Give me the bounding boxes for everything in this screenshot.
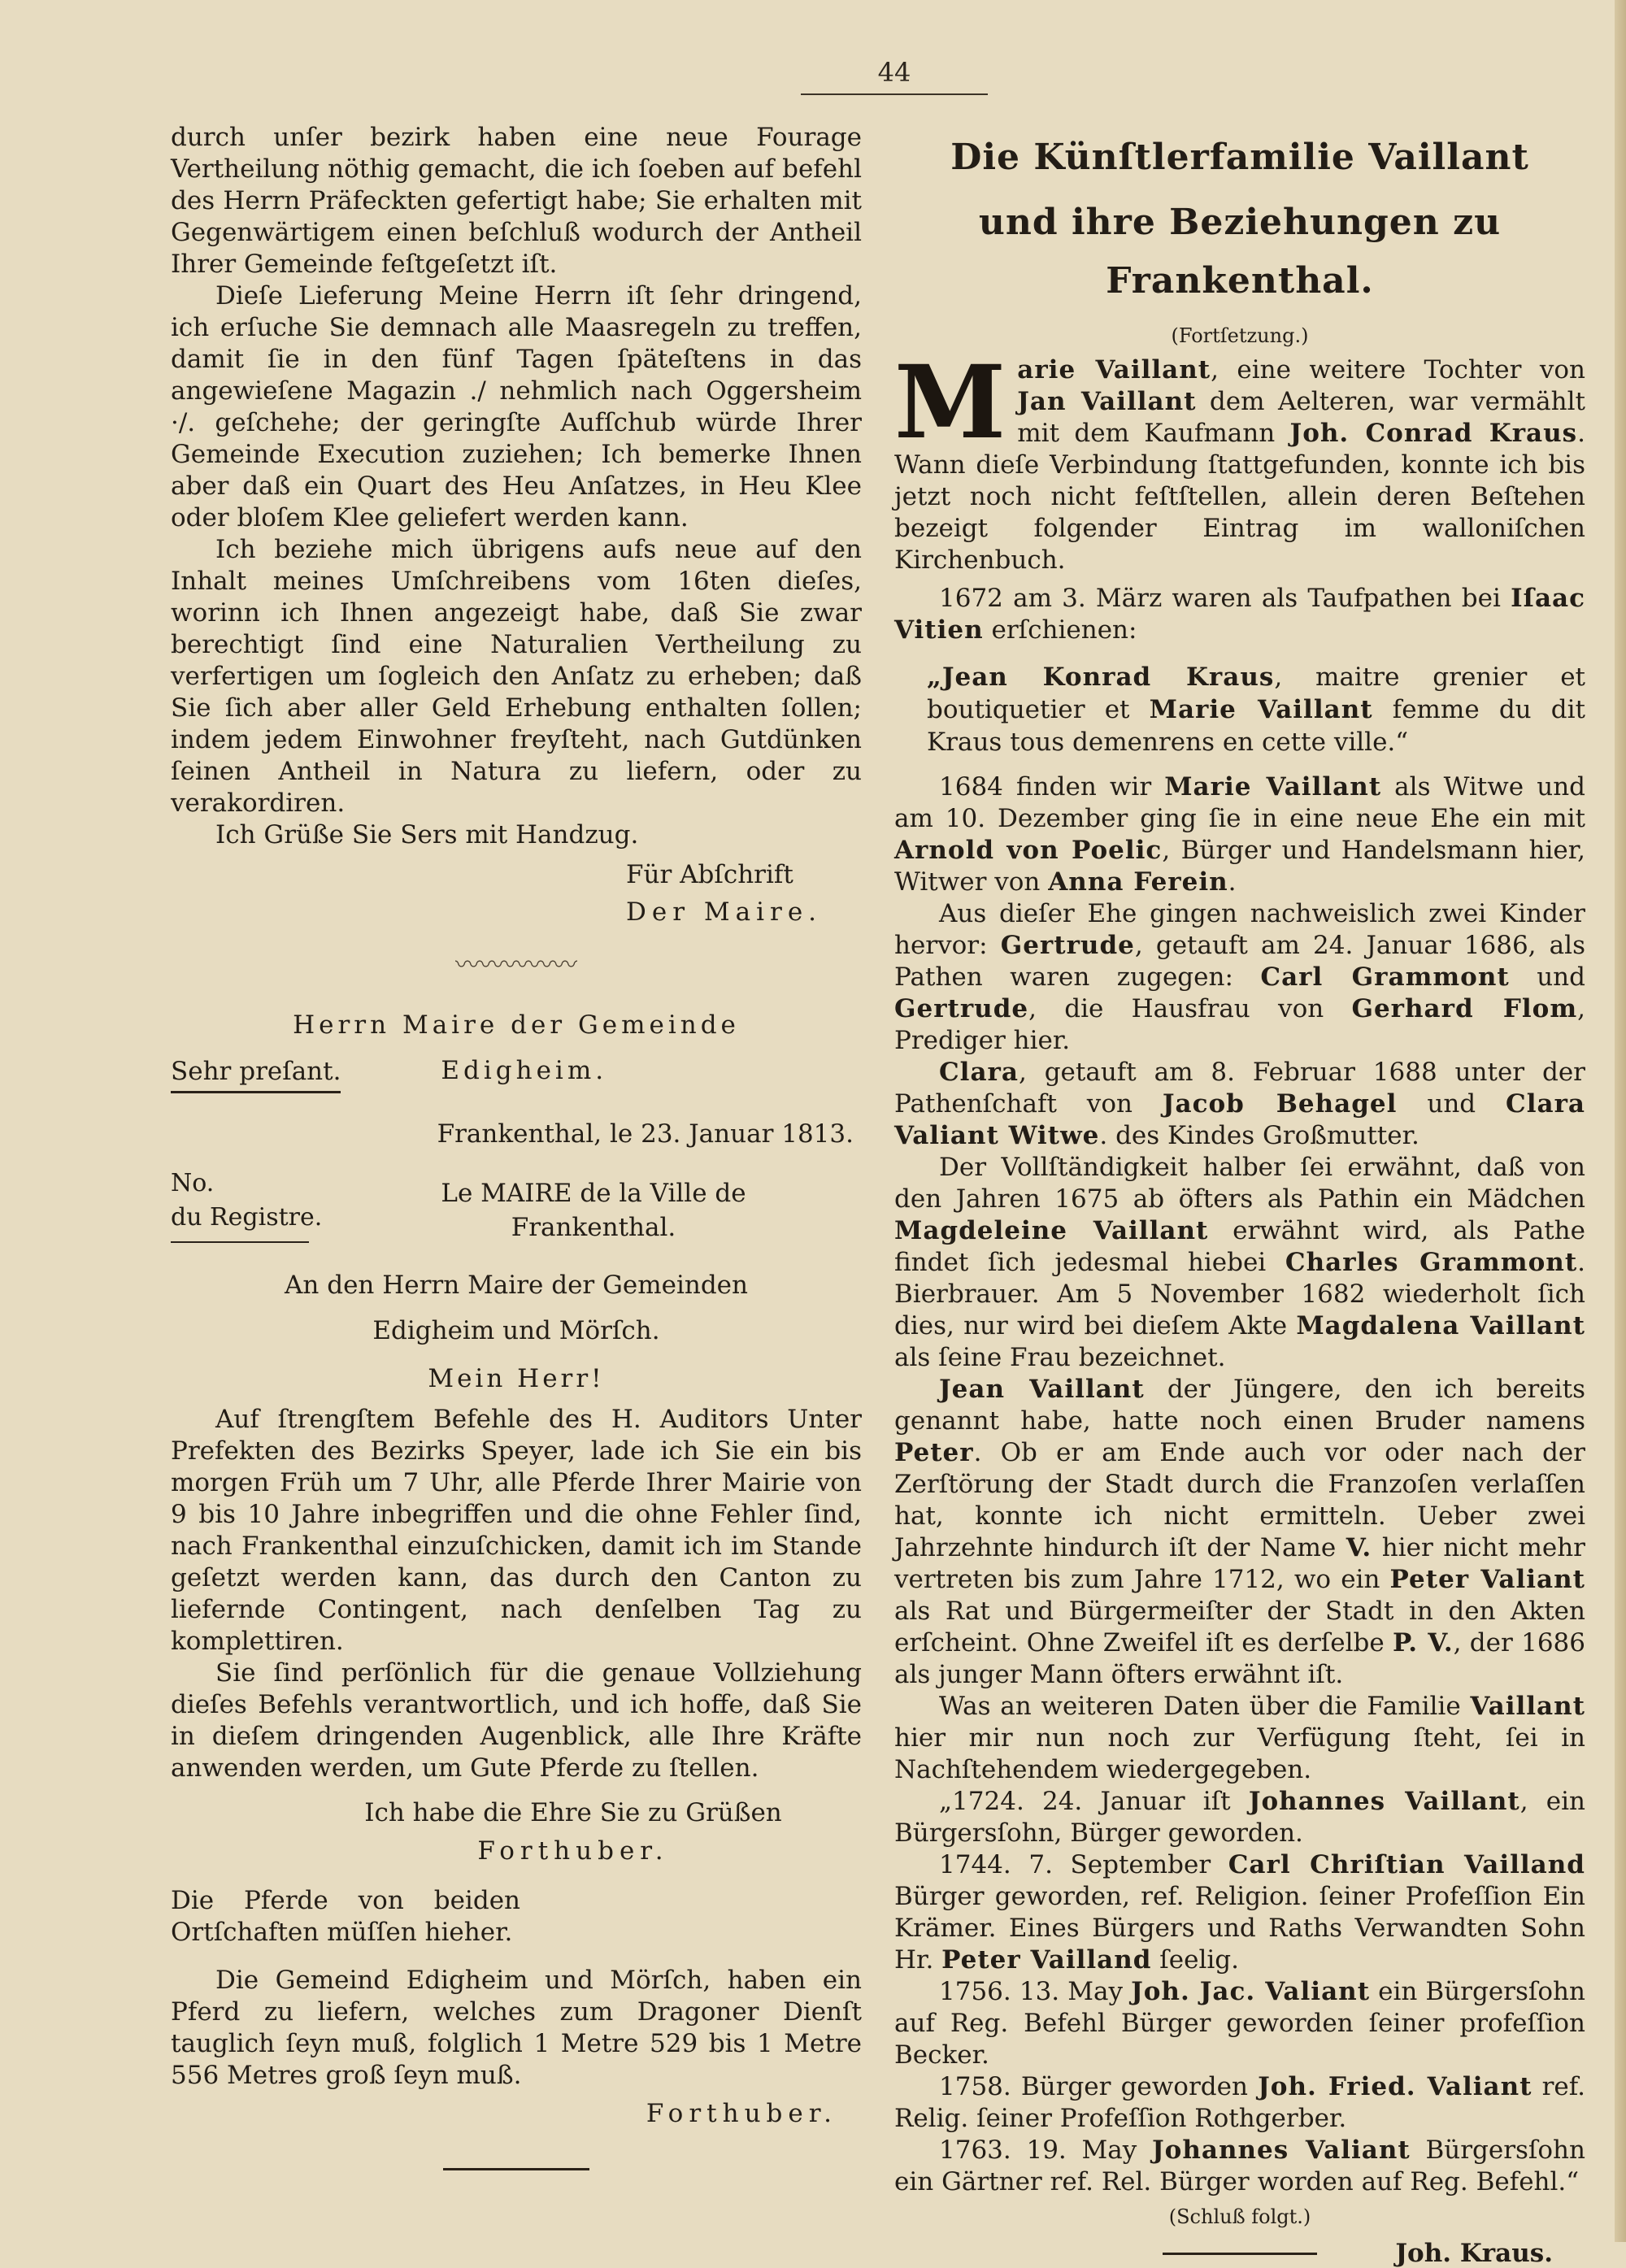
signature-line: Für Abſchrift <box>626 860 793 889</box>
article-title: und ihre Beziehungen zu Frankenthal. <box>978 202 1502 302</box>
page-edge <box>1615 0 1626 2242</box>
letter1-paragraph: Ich Grüße Sie Sers mit Handzug. <box>215 820 639 849</box>
right-column <box>894 122 1585 2268</box>
article-paragraph: Marie Vaillant, eine weitere Tochter von Jan Vaillant dem Aelteren, war vermählt mit dem Kaufmann Joh. Conrad Kraus. Wann dieſe Verbindung ſtattgefunden, konnte ich bis jetzt noch nicht feſtſtellen, allein deren Beſtehen bezeigt folgender Eintrag im walloniſchen Kirchenbuch. <box>894 344 1585 575</box>
record-entry: 1758. Bürger geworden Joh. Fried. Valiant ref. Relig. ſeiner Profeſſion Rothgerber. <box>894 2072 1585 2133</box>
record-entry: 1744. 7. September Carl Chriſtian Vailland Bürger geworden, ref. Religion. ſeiner Profeſſion Ein Krämer. Eines Bürgers und Raths Verwandten Sohn Hr. Peter Vailland ſeelig. <box>894 1850 1585 1975</box>
maire-heading-line: Frankenthal. <box>511 1213 676 1242</box>
article-paragraph: Aus dieſer Ehe gingen nachweislich zwei Kinder hervor: Gertrude, getauft am 24. Januar 1686, als Pathen waren zugegen: Carl Grammont und Gertrude, die Hausfrau von Gerhard Flom, Prediger hier. <box>894 899 1585 1055</box>
continuation-note: (Fortſetzung.) <box>1171 324 1309 347</box>
letter1-paragraph: Ich beziehe mich übrigens aufs neue auf den Inhalt meines Umſchreibens vom 16ten dieſes, worinn ich Ihnen angezeigt habe, daß Sie zwar berechtigt ſind eine Naturalien Vertheilung zu verfertigen um ſogleich den Anſatz zu erheben; daß Sie ſich aber aller Geld Erhebung enthalten ſollen; indem jedem Einwohner freyſteht, nach Gutdünken ſeinen Antheil in Natura zu liefern, oder zu verakordiren. <box>171 535 862 818</box>
article-paragraph: 1684 finden wir Marie Vaillant als Witwe und am 10. Dezember ging ſie in eine neue Ehe ein mit Arnold von Poelic, Bürger und Handelsmann hier, Witwer von Anna Ferein. <box>894 772 1586 897</box>
registre-label <box>171 1167 325 1243</box>
author-rule <box>1163 2253 1317 2255</box>
article-paragraph: 1672 am 3. März waren als Taufpathen bei Iſaac Vitien erſchienen: <box>894 584 1585 645</box>
signature-line: Der Maire. <box>626 897 823 927</box>
letter1-paragraph: durch unſer bezirk haben eine neue Fourage Vertheilung nöthig gemacht, die ich ſoeben auf befehl des Herrn Präfeckten gefertigt habe; Sie erhalten mit Gegenwärtigem einen beſchluß wodurch der Antheil Ihrer Gemeinde feſtgeſetzt iſt. <box>171 123 862 279</box>
article-paragraph: Der Vollſtändigkeit halber ſei erwähnt, daß von den Jahren 1675 ab öfters als Pathin ein Mädchen Magdeleine Vaillant erwähnt wird, als Pathe findet ſich jedesmal hiebei Charles Grammont. Bierbrauer. Am 5 November 1682 wiederholt ſich dies, nur wird bei dieſem Akte Magdalena Vaillant als ſeine Frau bezeichnet. <box>894 1153 1585 1372</box>
article-paragraph: Clara, getauft am 8. Februar 1688 unter der Pathenſchaft von Jacob Behagel und Clara Valiant Witwe. des Kindes Großmutter. <box>894 1058 1586 1150</box>
closing-signature: Forthuber. <box>477 1836 669 1866</box>
author-row <box>894 2239 1585 2268</box>
record-entry: 1763. 19. May Johannes Valiant Bürgersſohn ein Gärtner ref. Rel. Bürger worden auf Reg. Befehl.“ <box>894 2135 1585 2196</box>
registre-rule <box>171 1241 309 1243</box>
addressee-row <box>171 1048 862 1093</box>
registre-no: No. <box>171 1169 215 1197</box>
quoted-entry: „Jean Konrad Kraus, maitre grenier et boutiquetier et Marie Vaillant femme du dit Kraus tous demenrens en cette ville.“ <box>927 663 1586 757</box>
header-rule <box>801 93 988 95</box>
record-entry: „1724. 24. Januar iſt Johannes Vaillant, ein Bürgersſohn, Bürger geworden. <box>894 1787 1585 1848</box>
postscript: Die Gemeind Edigheim und Mörſch, haben ein Pferd zu liefern, welches zum Dragoner Dienſt tauglich ſeyn muß, folglich 1 Metre 529 bis 1 Metre 556 Metres groß ſeyn muß. <box>171 1966 862 2090</box>
to-be-continued-note: (Schluß folgt.) <box>1168 2205 1311 2228</box>
left-column <box>171 122 862 2170</box>
greeting: Mein Herr! <box>428 1364 605 1393</box>
postscript: Die Pferde von beiden Ortſchaften müſſen hieher. <box>171 1886 520 1947</box>
maire-heading <box>325 1167 862 1245</box>
end-rule <box>443 2168 589 2170</box>
registre-text: du Registre. <box>171 1203 323 1232</box>
letter1-signature <box>626 856 862 931</box>
drop-cap: M <box>894 344 1006 462</box>
closing-line: Ich habe die Ehre Sie zu Grüßen <box>364 1798 782 1827</box>
section-divider: 〰〰〰〰〰 <box>455 951 577 980</box>
addressee-place: Edigheim. <box>441 1056 608 1085</box>
urgency-note: Sehr preſant. <box>171 1055 341 1093</box>
article-author: Joh. Kraus. <box>1395 2239 1553 2268</box>
letter2-paragraph: Sie ſind perſönlich für die genaue Vollziehung dieſes Befehls verantwortlich, und ich hoffe, daß Sie in dieſem dringenden Augenblick, alle Ihre Kräfte anwenden werden, um Gute Pferde zu ſtellen. <box>171 1658 862 1783</box>
salutation-line: An den Herrn Maire der Gemeinden <box>285 1271 748 1300</box>
article-paragraph: Jean Vaillant der Jüngere, den ich bereits genannt habe, hatte noch einen Bruder namens Peter. Ob er am Ende auch vor oder nach der Zerſtörung der Stadt durch die Franzoſen verlaſſen hat, konnte ich nicht ermitteln. Ueber zwei Jahrzehnte hindurch iſt der Name V. hier nicht mehr vertreten bis zum Jahre 1712, wo ein Peter Valiant als Rat und Bürgermeiſter der Stadt in den Akten erſcheint. Ohne Zweifel iſt es derſelbe P. V., der 1686 als junger Mann öfters erwähnt iſt. <box>894 1375 1585 1689</box>
salutation-line: Edigheim und Mörſch. <box>372 1316 660 1345</box>
page-number: 44 <box>877 57 911 88</box>
registre-block <box>171 1167 862 1245</box>
closing-signature: Forthuber. <box>646 2099 837 2128</box>
place-date: Frankenthal, le 23. Januar 1813. <box>437 1119 854 1149</box>
addressee-line: Herrn Maire der Gemeinde <box>293 1010 740 1040</box>
article-paragraph: Was an weiteren Daten über die Familie Vaillant hier mir nun noch zur Verfügung ſteht, ſei in Nachſtehendem wiedergegeben. <box>894 1692 1585 1784</box>
maire-heading-line: Le MAIRE de la Ville de <box>441 1179 746 1208</box>
article-title: Die Künſtlerfamilie Vaillant <box>950 137 1529 178</box>
letter1-paragraph: Dieſe Lieferung Meine Herrn iſt ſehr dringend, ich erſuche Sie demnach alle Maasregeln zu treffen, damit ſie in den fünf Tagen ſpäteſtens in das angewieſene Magazin ./ nehmlich nach Oggersheim ·/. geſchehe; der geringſte Aufſchub würde Ihrer Gemeinde Execution zuziehen; Ich bemerke Ihnen aber daß ein Quart des Heu Anſatzes, in Heu Klee oder bloſem Klee geliefert werden kann. <box>171 281 862 532</box>
record-entry: 1756. 13. May Joh. Jac. Valiant ein Bürgersſohn auf Reg. Befehl Bürger geworden ſeiner profeſſion Becker. <box>894 1977 1585 2070</box>
letter2-paragraph: Auf ſtrengſtem Befehle des H. Auditors Unter Prefekten des Bezirks Speyer, lade ich Sie ein bis morgen Früh um 7 Uhr, alle Pferde Ihrer Mairie von 9 bis 10 Jahre inbegriffen und die ohne Fehler ſind, nach Frankenthal einzuſchicken, damit ich im Stande geſetzt werden kann, das durch den Canton zu liefernde Contingent, nach denſelben Tag zu komplettiren. <box>171 1405 862 1656</box>
